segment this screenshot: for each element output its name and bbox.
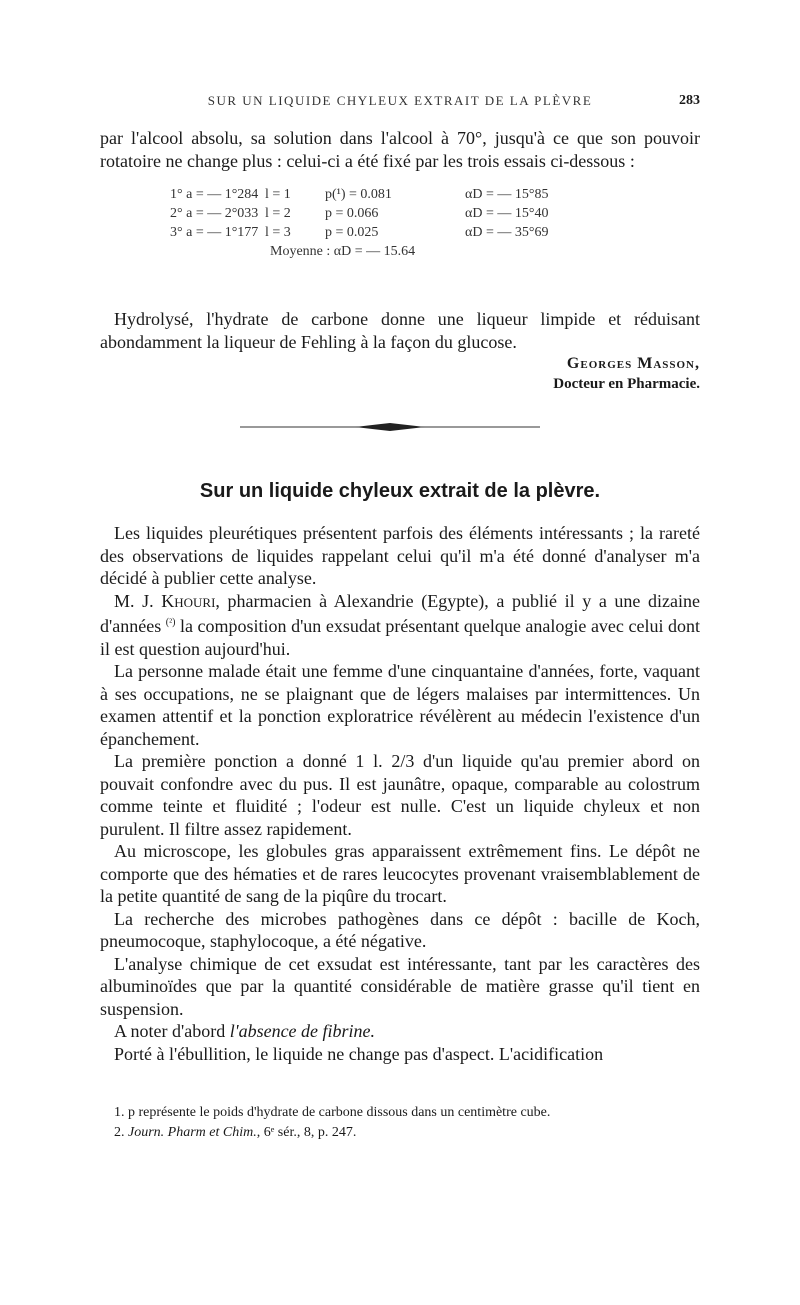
article-paragraph [100, 590, 700, 661]
alpha-d-value: αD = — 15°85 [465, 187, 549, 202]
measurement-row [170, 185, 660, 204]
signature [400, 354, 700, 394]
footnote-ref: (²) [165, 617, 176, 628]
article-paragraph: La recherche des microbes pathogènes dans ce dépôt : bacille de Koch, pneumocoque, staphylocoque, a été négative. [100, 908, 700, 951]
length-value: l = 1 [265, 187, 291, 202]
measurement-row [170, 223, 660, 242]
measurement-row [170, 204, 660, 223]
article-paragraph: L'analyse chimique de cet exsudat est intéressante, tant par les caractères des albuminoïdes que par la quantité considérable de matière grasse qu'il tient en suspension. [100, 953, 700, 1019]
alpha-value: 1° a = — 1°284 [170, 187, 259, 202]
article-paragraph: Porté à l'ébullition, le liquide ne change pas d'aspect. L'acidification [114, 1043, 604, 1064]
intro-paragraph-block [100, 127, 700, 172]
hydrolysis-block [100, 308, 700, 353]
intro-paragraph: par l'alcool absolu, sa solution dans l'alcool à 70°, jusqu'à ce que son pouvoir rotatoire ne change plus : celui-ci a été fixé par les trois essais ci-dessous : [100, 128, 700, 171]
section-title: Sur un liquide chyleux extrait de la plèvre. [199, 480, 601, 502]
alpha-d-value: αD = — 35°69 [465, 225, 549, 240]
article-body [100, 522, 700, 1065]
footnotes [100, 1103, 700, 1143]
mean-value: Moyenne : αD = — 15.64 [270, 244, 416, 259]
rotation-measurements [170, 185, 660, 261]
footnote-1: 1. p représente le poids d'hydrate de carbone dissous dans un centimètre cube. [114, 1105, 551, 1120]
article-paragraph [100, 1020, 700, 1043]
article-paragraph: La personne malade était une femme d'une cinquantaine d'années, forte, vaquant à ses occupations, ne se plaignant que de légers malaises par intermittences. Un examen attentif et la ponction exploratrice révélèrent au médecin l'existence d'un épanchement. [100, 661, 700, 749]
hydrolysis-paragraph: Hydrolysé, l'hydrate de carbone donne une liqueur limpide et réduisant abondamment la liqueur de Fehling à la façon du glucose. [100, 309, 700, 352]
reference-prefix: M. J. [114, 590, 154, 611]
reference-text-rest: la composition d'un exsudat présentant quelque analogie avec celui dont il est question aujourd'hui. [100, 616, 700, 659]
running-title: SUR UN LIQUIDE CHYLEUX EXTRAIT DE LA PLÈVRE [207, 93, 593, 108]
journal-title: Journ. Pharm et Chim. [128, 1125, 257, 1140]
footnote-number: 2. [114, 1125, 125, 1140]
weight-value: p = 0.066 [325, 206, 379, 221]
reference-text: , pharmacien à Alexandrie (Egypte), a publié il y a une dizaine d'années [100, 590, 700, 636]
length-value: l = 2 [265, 206, 291, 221]
emphasized-text: l'absence de fibrine. [229, 1021, 376, 1041]
note-prefix: A noter d'abord [114, 1021, 230, 1041]
alpha-value: 2° a = — 2°033 [170, 206, 259, 221]
section-divider-ornament [240, 420, 540, 434]
alpha-value: 3° a = — 1°177 [170, 225, 259, 240]
author-name: Georges Masson, [566, 355, 700, 372]
alpha-d-value: αD = — 15°40 [465, 206, 549, 221]
page-number: 283 [679, 93, 700, 108]
author-title: Docteur en Pharmacie. [553, 376, 700, 392]
weight-value: p = 0.025 [325, 225, 379, 240]
article-paragraph: La première ponction a donné 1 l. 2/3 d'un liquide qu'au premier abord on pouvait confondre avec du pus. Il est jaunâtre, opaque, comparable au colostrum comme teinte et fluidité ; l'odeur est nulle. C'est un liquide chyleux et non purulent. Il filtre assez rapidement. [100, 751, 700, 839]
footnote-citation: , 6ᵉ sér., 8, p. 247. [256, 1125, 357, 1140]
mean-row [170, 242, 660, 261]
article-paragraph: Les liquides pleurétiques présentent parfois des éléments intéressants ; la rareté des observations de liquides rappelant celui qu'il m'a été donné d'analyser m'a décidé à publier cette analyse. [100, 523, 700, 588]
article-paragraph: Au microscope, les globules gras apparaissent extrêmement fins. Le dépôt ne comporte que des hématies et de rares leucocytes provenant vraisemblablement de la petite quantité de sang de la piqûre du trocart. [100, 841, 700, 906]
running-head [0, 93, 800, 117]
cited-author-name: Khouri [161, 590, 216, 611]
length-value: l = 3 [265, 225, 291, 240]
footnote-2 [100, 1123, 700, 1143]
weight-value: p(¹) = 0.081 [325, 187, 392, 202]
